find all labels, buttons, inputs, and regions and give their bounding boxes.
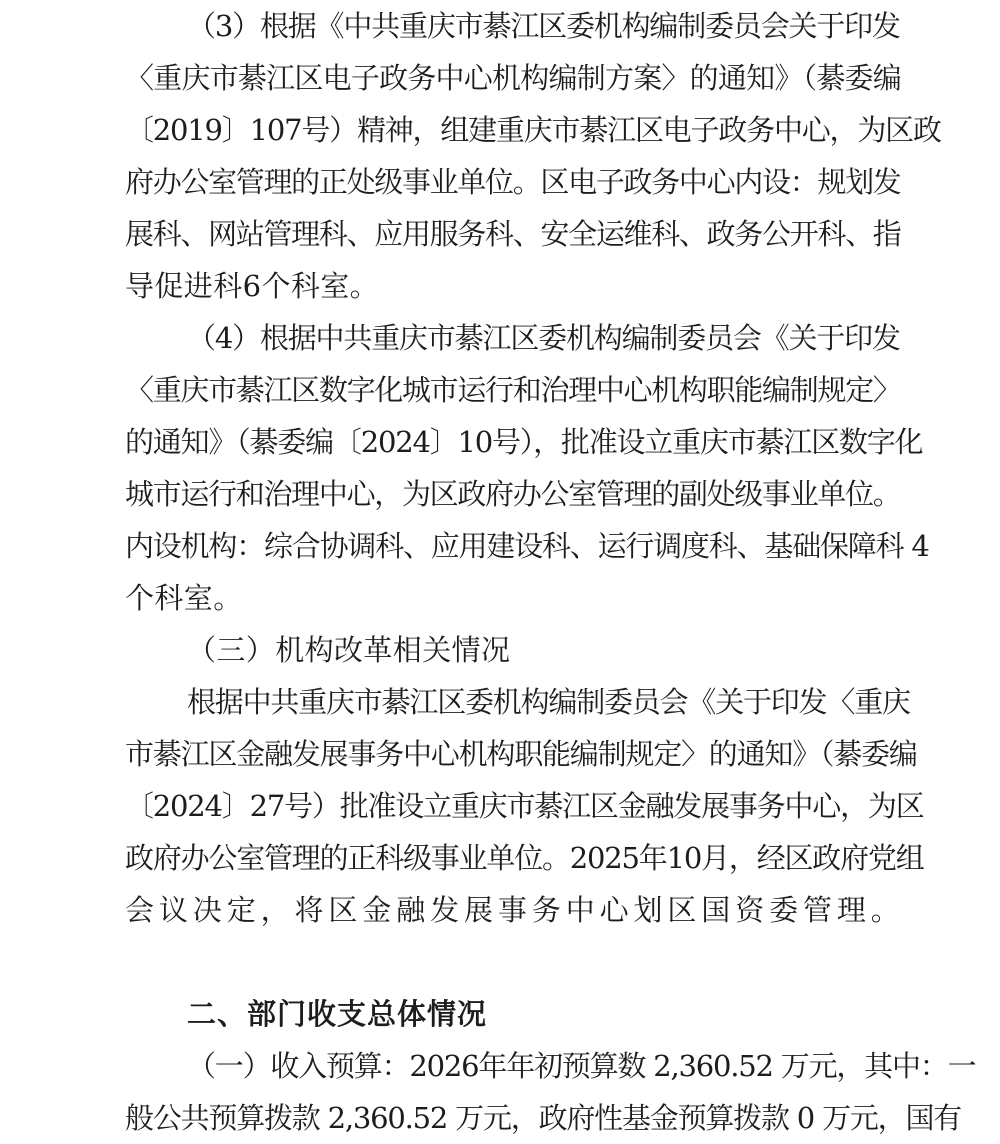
paragraph-line: 内设机构：综合协调科、应用建设科、运行调度科、基础保障科 4 — [125, 529, 929, 563]
paragraph-line: 根据中共重庆市綦江区委机构编制委员会《关于印发〈重庆 — [187, 685, 910, 719]
paragraph-line: 城市运行和治理中心，为区政府办公室管理的副处级事业单位。 — [125, 477, 901, 511]
paragraph-line: 〈重庆市綦江区数字化城市运行和治理中心机构职能编制规定〉 — [125, 373, 901, 407]
paragraph-line: 展科、网站管理科、应用服务科、安全运维科、政务公开科、指 — [125, 217, 901, 251]
paragraph-line: 导促进科6个科室。 — [125, 269, 380, 303]
paragraph-line: （3）根据《中共重庆市綦江区委机构编制委员会关于印发 — [187, 9, 900, 43]
paragraph-line: 个科室。 — [125, 581, 243, 615]
paragraph-line: 〈重庆市綦江区电子政务中心机构编制方案〉的通知》（綦委编 — [125, 61, 902, 95]
paragraph-line: 的通知》（綦委编〔2024〕10号），批准设立重庆市綦江区数字化 — [125, 425, 923, 459]
paragraph-line: （一）收入预算：2026年年初预算数 2,360.52 万元，其中：一 — [187, 1049, 976, 1083]
paragraph-line: 般公共预算拨款 2,360.52 万元，政府性基金预算拨款 0 万元，国有 — [125, 1101, 962, 1135]
paragraph-line: 政府办公室管理的正科级事业单位。2025年10月，经区政府党组 — [125, 841, 924, 875]
paragraph-line: 〔2024〕27号）批准设立重庆市綦江区金融发展事务中心，为区 — [125, 789, 924, 823]
subsection-heading: （三）机构改革相关情况 — [187, 633, 511, 667]
paragraph-line: 府办公室管理的正处级事业单位。区电子政务中心内设：规划发 — [125, 165, 901, 199]
paragraph-line: （4）根据中共重庆市綦江区委机构编制委员会《关于印发 — [187, 321, 900, 355]
paragraph-line: 会议决定，将区金融发展事务中心划区国资委管理。 — [125, 893, 905, 927]
document-text-column — [125, 0, 976, 1144]
paragraph-line: 〔2019〕107号）精神，组建重庆市綦江区电子政务中心，为区政 — [125, 113, 941, 147]
section-spacer — [125, 936, 891, 988]
section-heading: 二、部门收支总体情况 — [187, 997, 488, 1031]
paragraph-line: 市綦江区金融发展事务中心机构职能编制规定〉的通知》（綦委编 — [125, 737, 917, 771]
